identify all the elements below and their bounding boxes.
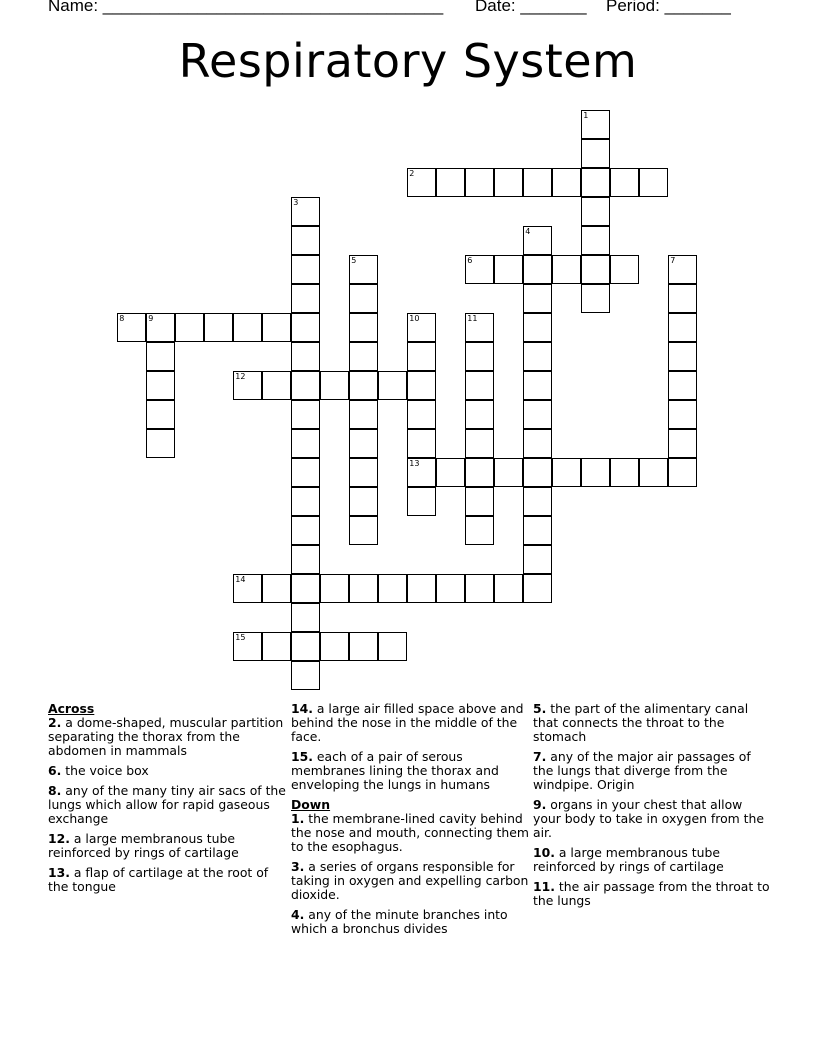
crossword-cell[interactable] bbox=[320, 371, 349, 400]
crossword-cell[interactable] bbox=[291, 284, 320, 313]
crossword-cell[interactable] bbox=[349, 574, 378, 603]
crossword-cell[interactable] bbox=[349, 400, 378, 429]
clue-item bbox=[533, 798, 771, 840]
clue-number-label: 10. bbox=[533, 845, 555, 860]
clue-number-label: 4. bbox=[291, 907, 305, 922]
crossword-cell[interactable] bbox=[233, 371, 262, 400]
clue-number: 2 bbox=[409, 169, 415, 179]
crossword-cell[interactable] bbox=[262, 574, 291, 603]
crossword-cell[interactable] bbox=[233, 574, 262, 603]
clue-text: a large air filled space above and behind the nose in the middle of the face. bbox=[291, 701, 524, 744]
clue-number: 1 bbox=[583, 111, 589, 121]
crossword-cell[interactable] bbox=[581, 197, 610, 226]
crossword-cell[interactable] bbox=[291, 661, 320, 690]
crossword-cell[interactable] bbox=[407, 458, 436, 487]
clue-text: a series of organs responsible for taking in oxygen and expelling carbon dioxide. bbox=[291, 859, 529, 902]
clue-number-label: 8. bbox=[48, 783, 62, 798]
crossword-cell[interactable] bbox=[291, 255, 320, 284]
clue-item bbox=[291, 860, 529, 902]
clue-item bbox=[48, 764, 286, 778]
crossword-cell[interactable] bbox=[233, 313, 262, 342]
crossword-cell[interactable] bbox=[494, 458, 523, 487]
crossword-cell[interactable] bbox=[494, 168, 523, 197]
crossword-cell[interactable] bbox=[523, 255, 552, 284]
crossword-cell[interactable] bbox=[465, 400, 494, 429]
crossword-cell[interactable] bbox=[465, 313, 494, 342]
clue-item bbox=[48, 784, 286, 826]
clue-text: any of the many tiny air sacs of the lungs which allow for rapid gaseous exchange bbox=[48, 783, 286, 826]
crossword-cell[interactable] bbox=[407, 429, 436, 458]
crossword-cell[interactable] bbox=[668, 284, 697, 313]
crossword-cell[interactable] bbox=[407, 574, 436, 603]
crossword-cell[interactable] bbox=[523, 371, 552, 400]
clue-number-label: 7. bbox=[533, 749, 547, 764]
crossword-cell[interactable] bbox=[523, 226, 552, 255]
crossword-cell[interactable] bbox=[291, 342, 320, 371]
crossword-cell[interactable] bbox=[204, 313, 233, 342]
crossword-cell[interactable] bbox=[320, 574, 349, 603]
crossword-cell[interactable] bbox=[407, 313, 436, 342]
crossword-cell[interactable] bbox=[436, 168, 465, 197]
crossword-cell[interactable] bbox=[291, 313, 320, 342]
crossword-cell[interactable] bbox=[523, 342, 552, 371]
crossword-cell[interactable] bbox=[668, 458, 697, 487]
clue-number-label: 5. bbox=[533, 701, 547, 716]
crossword-cell[interactable] bbox=[552, 458, 581, 487]
crossword-cell[interactable] bbox=[378, 574, 407, 603]
clue-text: the air passage from the throat to the lungs bbox=[533, 879, 770, 908]
crossword-cell[interactable] bbox=[378, 371, 407, 400]
crossword-cell[interactable] bbox=[407, 487, 436, 516]
clue-number: 13 bbox=[409, 459, 420, 469]
crossword-cell[interactable] bbox=[349, 284, 378, 313]
crossword-cell[interactable] bbox=[668, 313, 697, 342]
page-title: Respiratory System bbox=[178, 34, 638, 88]
crossword-cell[interactable] bbox=[378, 632, 407, 661]
clue-number-label: 12. bbox=[48, 831, 70, 846]
crossword-cell[interactable] bbox=[320, 632, 349, 661]
clues-column-1 bbox=[48, 702, 286, 900]
crossword-cell[interactable] bbox=[465, 574, 494, 603]
crossword-cell[interactable] bbox=[639, 458, 668, 487]
clues-column-2 bbox=[291, 702, 529, 942]
crossword-cell[interactable] bbox=[523, 516, 552, 545]
crossword-cell[interactable] bbox=[523, 487, 552, 516]
crossword-cell[interactable] bbox=[523, 400, 552, 429]
crossword-cell[interactable] bbox=[146, 342, 175, 371]
crossword-cell[interactable] bbox=[291, 226, 320, 255]
crossword-cell[interactable] bbox=[291, 603, 320, 632]
crossword-cell[interactable] bbox=[291, 516, 320, 545]
clue-number: 6 bbox=[467, 256, 473, 266]
down-clue-list-continued bbox=[533, 702, 771, 908]
across-clue-list bbox=[48, 716, 286, 894]
clue-number: 10 bbox=[409, 314, 420, 324]
crossword-cell[interactable] bbox=[175, 313, 204, 342]
crossword-cell[interactable] bbox=[291, 458, 320, 487]
crossword-cell[interactable] bbox=[581, 110, 610, 139]
clue-number-label: 1. bbox=[291, 811, 305, 826]
clue-number: 11 bbox=[467, 314, 478, 324]
crossword-cell[interactable] bbox=[668, 342, 697, 371]
down-clue-list bbox=[291, 812, 529, 936]
crossword-cell[interactable] bbox=[262, 632, 291, 661]
clue-text: the part of the alimentary canal that connects the throat to the stomach bbox=[533, 701, 749, 744]
clue-number: 15 bbox=[235, 633, 246, 643]
clues-column-3 bbox=[533, 702, 771, 914]
crossword-cell[interactable] bbox=[291, 197, 320, 226]
crossword-cell[interactable] bbox=[407, 342, 436, 371]
crossword-cell[interactable] bbox=[407, 168, 436, 197]
crossword-cell[interactable] bbox=[581, 255, 610, 284]
crossword-cell[interactable] bbox=[668, 429, 697, 458]
crossword-cell[interactable] bbox=[262, 313, 291, 342]
crossword-cell[interactable] bbox=[349, 632, 378, 661]
clue-number-label: 14. bbox=[291, 701, 313, 716]
clue-number: 4 bbox=[525, 227, 531, 237]
crossword-cell[interactable] bbox=[291, 371, 320, 400]
clue-item bbox=[48, 832, 286, 860]
crossword-cell[interactable] bbox=[291, 545, 320, 574]
crossword-cell[interactable] bbox=[523, 284, 552, 313]
crossword-cell[interactable] bbox=[668, 400, 697, 429]
crossword-cell[interactable] bbox=[610, 458, 639, 487]
clue-text: a dome-shaped, muscular partition separating the thorax from the abdomen in mammals bbox=[48, 715, 284, 758]
clue-item bbox=[291, 908, 529, 936]
crossword-cell[interactable] bbox=[349, 487, 378, 516]
clue-text: any of the major air passages of the lungs that diverge from the windpipe. Origin bbox=[533, 749, 751, 792]
across-heading: Across bbox=[48, 701, 95, 716]
clue-text: organs in your chest that allow your body to take in oxygen from the air. bbox=[533, 797, 764, 840]
crossword-cell[interactable] bbox=[523, 545, 552, 574]
crossword-cell[interactable] bbox=[436, 574, 465, 603]
crossword-cell[interactable] bbox=[291, 632, 320, 661]
clue-number-label: 6. bbox=[48, 763, 62, 778]
crossword-cell[interactable] bbox=[436, 458, 465, 487]
crossword-cell[interactable] bbox=[668, 371, 697, 400]
crossword-cell[interactable] bbox=[523, 313, 552, 342]
crossword-cell[interactable] bbox=[552, 168, 581, 197]
crossword-cell[interactable] bbox=[117, 313, 146, 342]
crossword-cell[interactable] bbox=[465, 371, 494, 400]
crossword-cell[interactable] bbox=[349, 458, 378, 487]
clue-number-label: 3. bbox=[291, 859, 305, 874]
crossword-cell[interactable] bbox=[291, 429, 320, 458]
clue-item bbox=[533, 880, 771, 908]
clue-number: 7 bbox=[670, 256, 676, 266]
crossword-cell[interactable] bbox=[262, 371, 291, 400]
crossword-cell[interactable] bbox=[291, 487, 320, 516]
crossword-cell[interactable] bbox=[639, 168, 668, 197]
crossword-cell[interactable] bbox=[465, 429, 494, 458]
crossword-cell[interactable] bbox=[146, 313, 175, 342]
crossword-cell[interactable] bbox=[349, 516, 378, 545]
clue-item bbox=[533, 846, 771, 874]
clue-number: 3 bbox=[293, 198, 299, 208]
crossword-cell[interactable] bbox=[465, 487, 494, 516]
clue-text: the voice box bbox=[61, 763, 149, 778]
clue-text: a large membranous tube reinforced by rings of cartilage bbox=[533, 845, 724, 874]
crossword-cell[interactable] bbox=[581, 226, 610, 255]
crossword-cell[interactable] bbox=[349, 255, 378, 284]
clue-item bbox=[291, 750, 529, 792]
clue-text: a flap of cartilage at the root of the tongue bbox=[48, 865, 269, 894]
clue-item bbox=[533, 702, 771, 744]
crossword-cell[interactable] bbox=[581, 458, 610, 487]
clue-item bbox=[48, 716, 286, 758]
clue-text: any of the minute branches into which a bronchus divides bbox=[291, 907, 508, 936]
date-field[interactable]: Date: _______ bbox=[475, 0, 587, 15]
crossword-cell[interactable] bbox=[581, 139, 610, 168]
crossword-cell[interactable] bbox=[465, 516, 494, 545]
crossword-cell[interactable] bbox=[146, 371, 175, 400]
crossword-cell[interactable] bbox=[465, 255, 494, 284]
crossword-cell[interactable] bbox=[523, 429, 552, 458]
clue-number: 8 bbox=[119, 314, 125, 324]
clue-number-label: 9. bbox=[533, 797, 547, 812]
period-field[interactable]: Period: _______ bbox=[606, 0, 731, 15]
crossword-cell[interactable] bbox=[494, 255, 523, 284]
clue-number-label: 13. bbox=[48, 865, 70, 880]
crossword-cell[interactable] bbox=[349, 371, 378, 400]
clue-text: each of a pair of serous membranes lining the thorax and enveloping the lungs in humans bbox=[291, 749, 499, 792]
crossword-cell[interactable] bbox=[523, 574, 552, 603]
clue-number: 9 bbox=[148, 314, 154, 324]
crossword-cell[interactable] bbox=[552, 255, 581, 284]
crossword-cell[interactable] bbox=[494, 574, 523, 603]
crossword-cell[interactable] bbox=[523, 458, 552, 487]
clue-text: the membrane-lined cavity behind the nose and mouth, connecting them to the esophagus. bbox=[291, 811, 529, 854]
crossword-cell[interactable] bbox=[610, 168, 639, 197]
crossword-cell[interactable] bbox=[233, 632, 262, 661]
crossword-cell[interactable] bbox=[407, 371, 436, 400]
crossword-cell[interactable] bbox=[349, 342, 378, 371]
clue-number-label: 11. bbox=[533, 879, 555, 894]
crossword-cell[interactable] bbox=[349, 429, 378, 458]
clue-number-label: 15. bbox=[291, 749, 313, 764]
clue-item bbox=[48, 866, 286, 894]
clue-text: a large membranous tube reinforced by rings of cartilage bbox=[48, 831, 239, 860]
crossword-cell[interactable] bbox=[465, 168, 494, 197]
crossword-cell[interactable] bbox=[146, 429, 175, 458]
crossword-cell[interactable] bbox=[668, 255, 697, 284]
crossword-cell[interactable] bbox=[523, 168, 552, 197]
crossword-cell[interactable] bbox=[407, 400, 436, 429]
crossword-cell[interactable] bbox=[581, 284, 610, 313]
crossword-cell[interactable] bbox=[465, 458, 494, 487]
crossword-cell[interactable] bbox=[465, 342, 494, 371]
crossword-cell[interactable] bbox=[146, 400, 175, 429]
clue-item bbox=[291, 812, 529, 854]
clue-number: 12 bbox=[235, 372, 246, 382]
crossword-cell[interactable] bbox=[291, 400, 320, 429]
crossword-cell[interactable] bbox=[349, 313, 378, 342]
crossword-cell[interactable] bbox=[581, 168, 610, 197]
clue-item bbox=[291, 702, 529, 744]
across-clue-list-continued bbox=[291, 702, 529, 792]
crossword-cell[interactable] bbox=[291, 574, 320, 603]
clue-item bbox=[533, 750, 771, 792]
down-heading: Down bbox=[291, 797, 331, 812]
clue-number: 14 bbox=[235, 575, 246, 585]
clue-number-label: 2. bbox=[48, 715, 62, 730]
crossword-cell[interactable] bbox=[610, 255, 639, 284]
clue-number: 5 bbox=[351, 256, 357, 266]
name-field[interactable]: Name: ____________________________________ bbox=[48, 0, 444, 15]
